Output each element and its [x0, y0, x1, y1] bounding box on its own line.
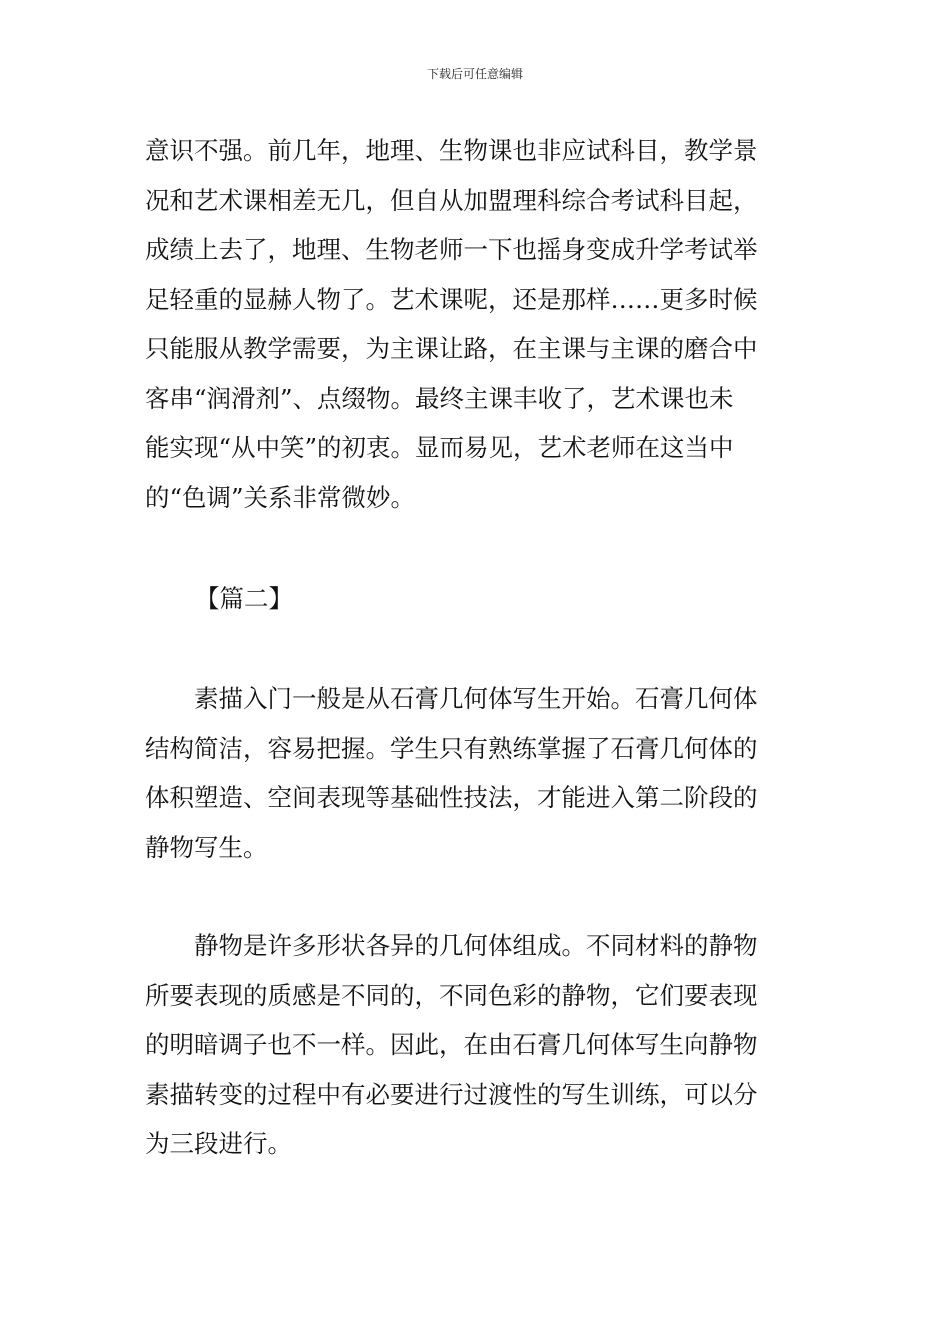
text-line: 能实现“从中笑”的初衷。显而易见，艺术老师在这当中	[145, 433, 734, 462]
text-line: 所要表现的质感是不同的，不同色彩的静物，它们要表现	[145, 980, 758, 1010]
text-line: 结构简洁，容易把握。学生只有熟练掌握了石膏几何体的	[145, 733, 758, 763]
text-line: 只能服从教学需要，为主课让路，在主课与主课的磨合中	[145, 334, 758, 363]
text-line: 意识不强。前几年，地理、生物课也非应试科目，教学景	[145, 136, 758, 165]
paragraph-3	[145, 921, 807, 1169]
text-line: 况和艺术课相差无几，但自从加盟理科综合考试科目起，	[145, 185, 758, 215]
text-line: 体积塑造、空间表现等基础性技法，才能进入第二阶段的	[145, 783, 758, 812]
text-line: 足轻重的显赫人物了。艺术课呢，还是那样……更多时候	[145, 284, 758, 314]
text-line: 素描入门一般是从石膏几何体写生开始。石膏几何体	[145, 684, 758, 713]
paragraph-2	[145, 674, 807, 872]
page-header: 下载后可任意编辑	[426, 67, 523, 81]
text-line: 客串“润滑剂”、点缀物。最终主课丰收了，艺术课也未	[145, 383, 734, 413]
paragraph-1	[145, 126, 807, 522]
text-line: 静物是许多形状各异的几何体组成。不同材料的静物	[145, 931, 758, 960]
text-line: 成绩上去了，地理、生物老师一下也摇身变成升学考试举	[145, 235, 758, 264]
text-line: 素描转变的过程中有必要进行过渡性的写生训练，可以分	[145, 1079, 758, 1109]
text-line: 静物写生。	[145, 832, 268, 862]
text-line: 的明暗调子也不一样。因此，在由石膏几何体写生向静物	[145, 1030, 758, 1059]
section-heading-text: 【篇二】	[195, 584, 293, 613]
text-line: 为三段进行。	[145, 1129, 292, 1158]
text-line: 的“色调”关系非常微妙。	[145, 482, 416, 512]
section-heading	[195, 574, 857, 624]
